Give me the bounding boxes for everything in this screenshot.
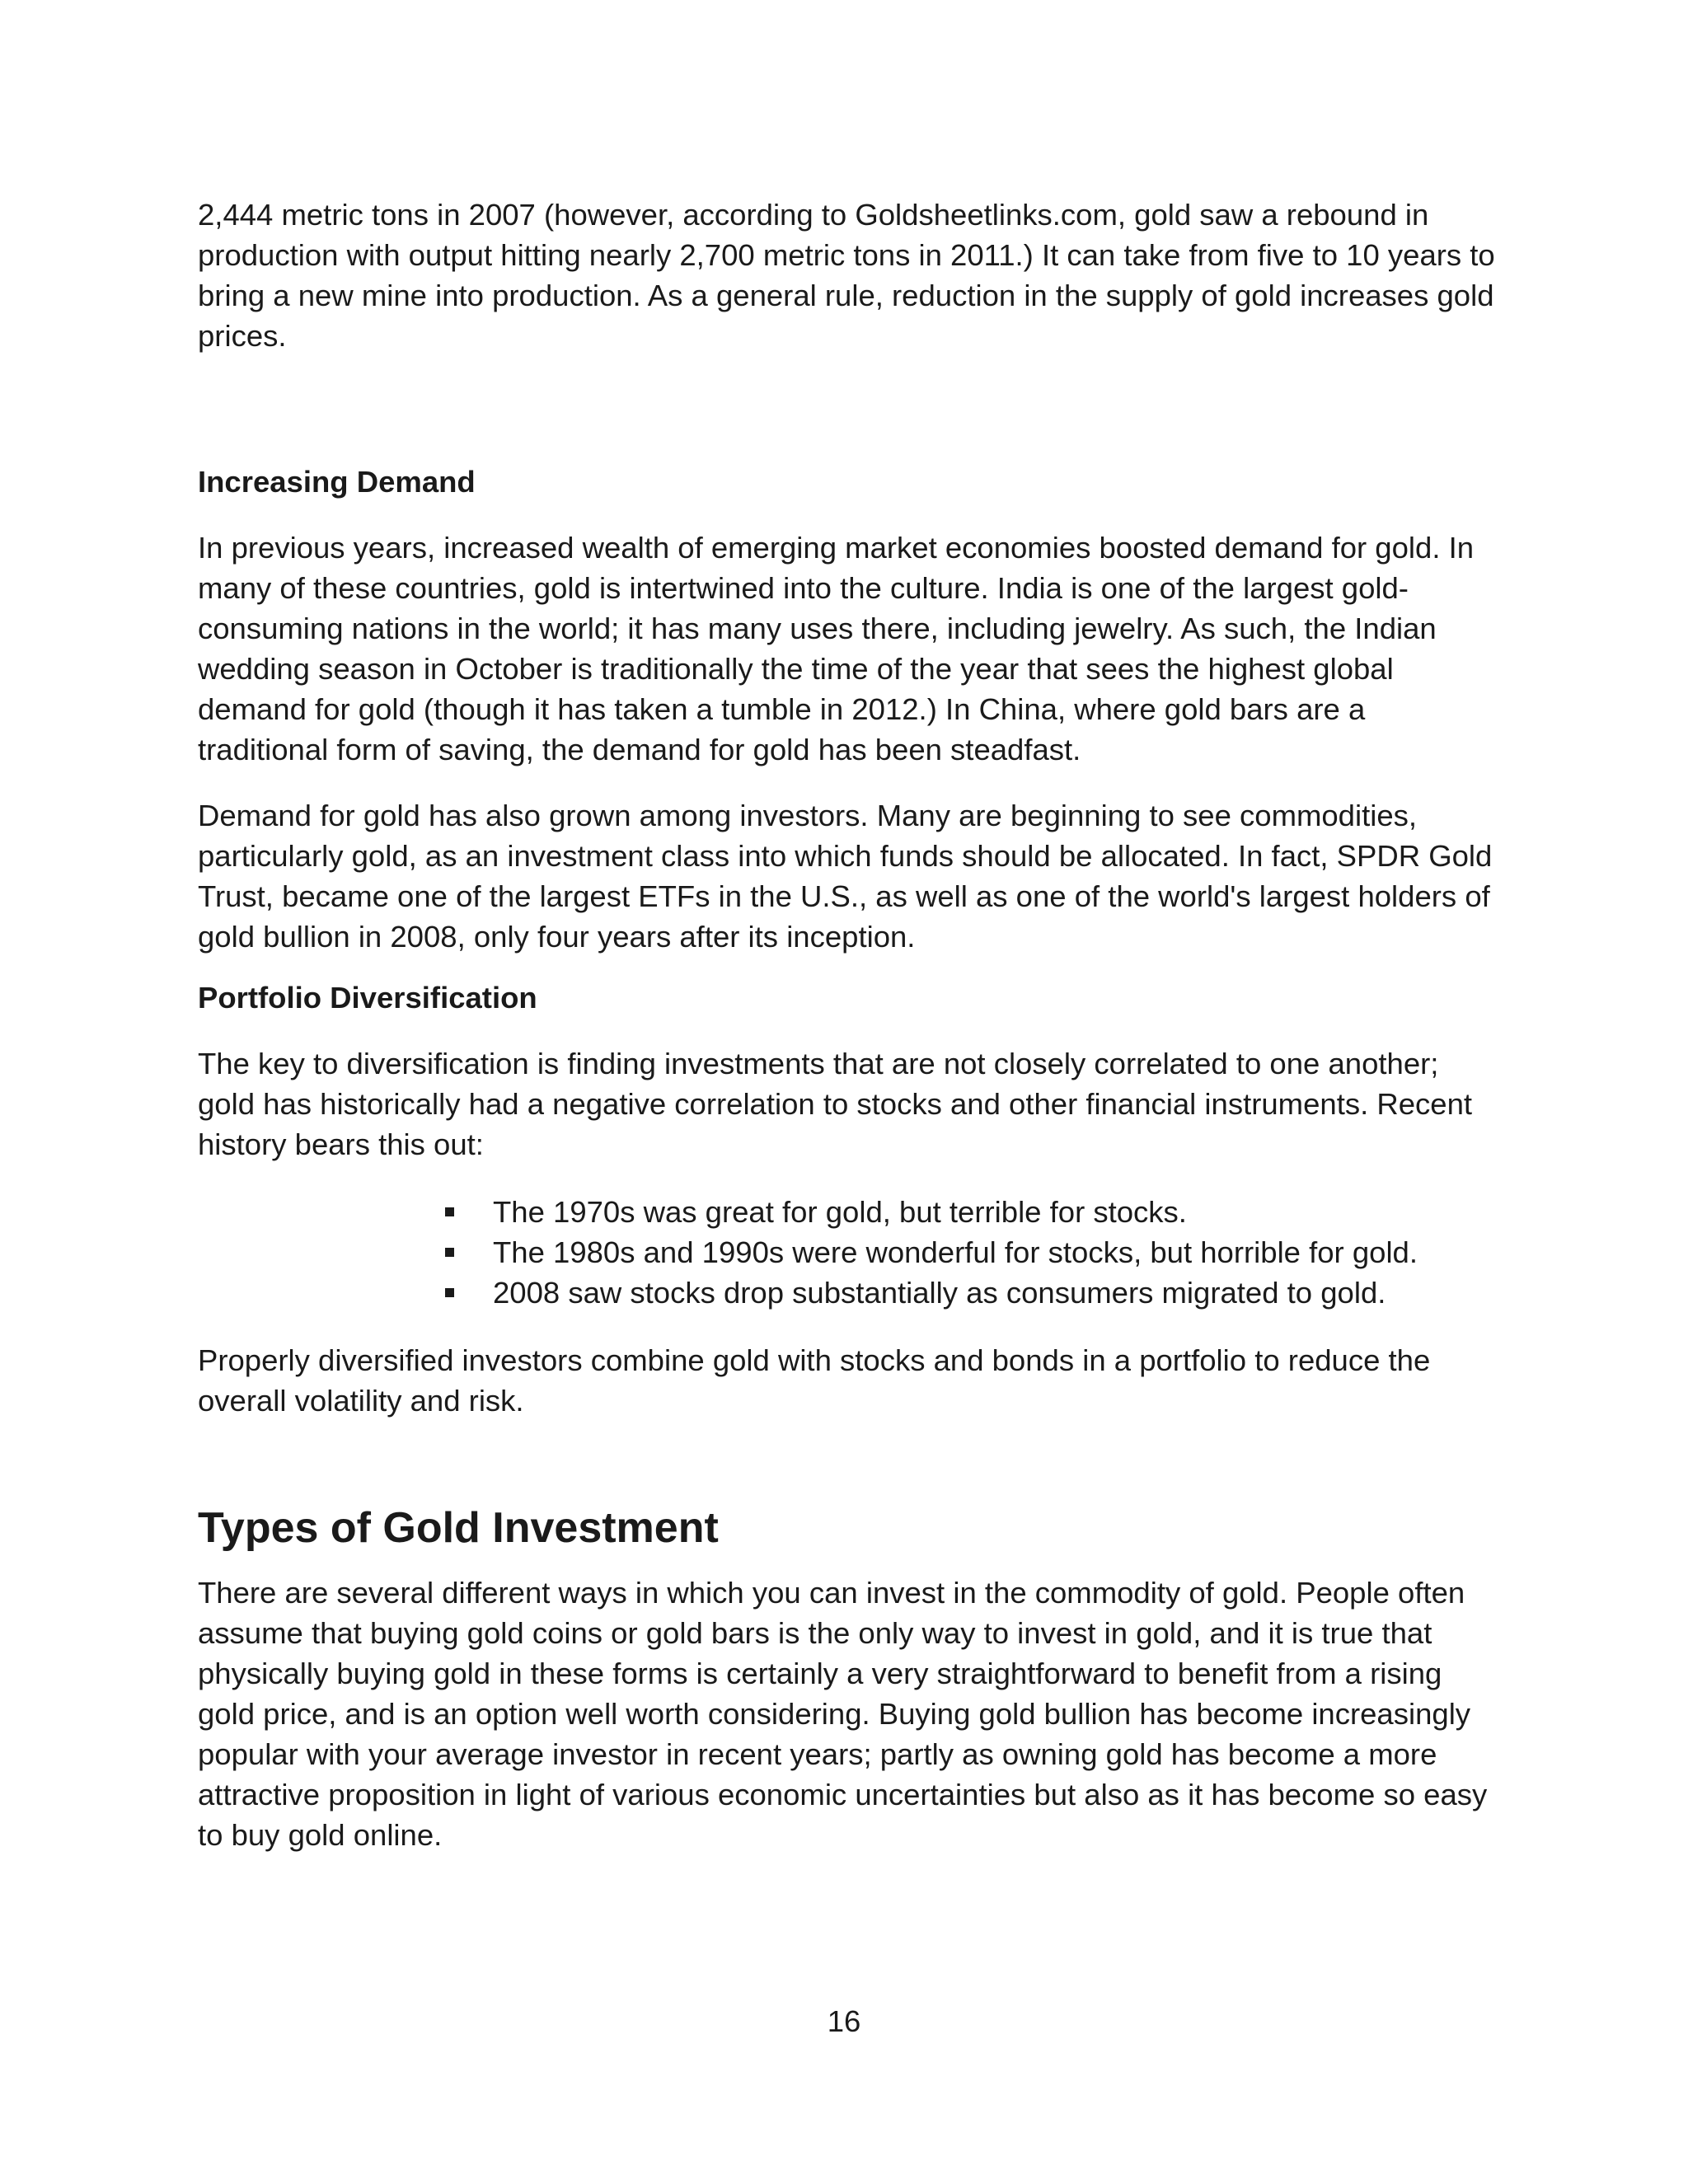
heading-types-of-gold-investment: Types of Gold Investment — [198, 1504, 719, 1552]
list-item — [445, 1192, 1500, 1232]
intro-paragraph: 2,444 metric tons in 2007 (however, according to Goldsheetlinks.com, gold saw a rebound in production with output hitting nearly 2,700 metric tons in 2011.) It can take from five to 10 years to bring a new mine into production. As a general rule, reduction in the supply of gold increases gold prices. — [198, 198, 1495, 353]
spacer — [198, 770, 1500, 795]
list-item-text: 2008 saw stocks drop substantially as consumers migrated to gold. — [493, 1276, 1386, 1310]
spacer — [198, 957, 1500, 977]
list-item — [445, 1272, 1500, 1313]
portfolio-diversification-paragraph-1: The key to diversification is finding investments that are not closely correlated to one another; gold has historically had a negative correlation to stocks and other financial instruments. Recent history bears this out: — [198, 1047, 1473, 1161]
list-item-text: The 1970s was great for gold, but terrible for stocks. — [493, 1195, 1187, 1229]
bullet-list — [198, 1192, 1500, 1313]
spacer — [198, 1313, 1500, 1340]
list-item — [445, 1232, 1500, 1272]
spacer — [198, 356, 1500, 462]
bullet-square-icon — [445, 1248, 454, 1257]
page-number: 16 — [827, 2004, 861, 2038]
document-page — [198, 194, 1500, 1855]
portfolio-diversification-paragraph-2: Properly diversified investors combine gold with stocks and bonds in a portfolio to reduce the overall volatility and risk. — [198, 1343, 1431, 1418]
heading-portfolio-diversification: Portfolio Diversification — [198, 981, 537, 1015]
spacer — [198, 1018, 1500, 1043]
list-item-text: The 1980s and 1990s were wonderful for stocks, but horrible for gold. — [493, 1235, 1418, 1269]
types-of-gold-paragraph: There are several different ways in which you can invest in the commodity of gold. People often assume that buying gold coins or gold bars is the only way to invest in gold, and it is true that physically buying gold in these forms is certainly a very straightforward to benefit from a rising gold price, and is an option well worth considering. Buying gold bullion has become increasingly popular with your average investor in recent years; partly as owning gold has become a more attractive proposition in light of various economic uncertainties but also as it has become so easy to buy gold online. — [198, 1576, 1488, 1852]
spacer — [198, 502, 1500, 527]
bullet-square-icon — [445, 1288, 454, 1297]
heading-increasing-demand: Increasing Demand — [198, 465, 476, 499]
spacer — [198, 1421, 1500, 1502]
spacer — [198, 1165, 1500, 1192]
spacer — [198, 1554, 1500, 1572]
increasing-demand-paragraph-1: In previous years, increased wealth of emerging market economies boosted demand for gold. In many of these countries, gold is intertwined into the culture. India is one of the largest gold-consuming nations in the world; it has many uses there, including jewelry. As such, the Indian wedding season in October is traditionally the time of the year that sees the highest global demand for gold (though it has taken a tumble in 2012.) In China, where gold bars are a traditional form of saving, the demand for gold has been steadfast. — [198, 531, 1475, 766]
increasing-demand-paragraph-2: Demand for gold has also grown among investors. Many are beginning to see commodities, particularly gold, as an investment class into which funds should be allocated. In fact, SPDR Gold Trust, became one of the largest ETFs in the U.S., as well as one of the world's largest holders of gold bullion in 2008, only four years after its inception. — [198, 799, 1493, 954]
bullet-square-icon — [445, 1207, 454, 1216]
